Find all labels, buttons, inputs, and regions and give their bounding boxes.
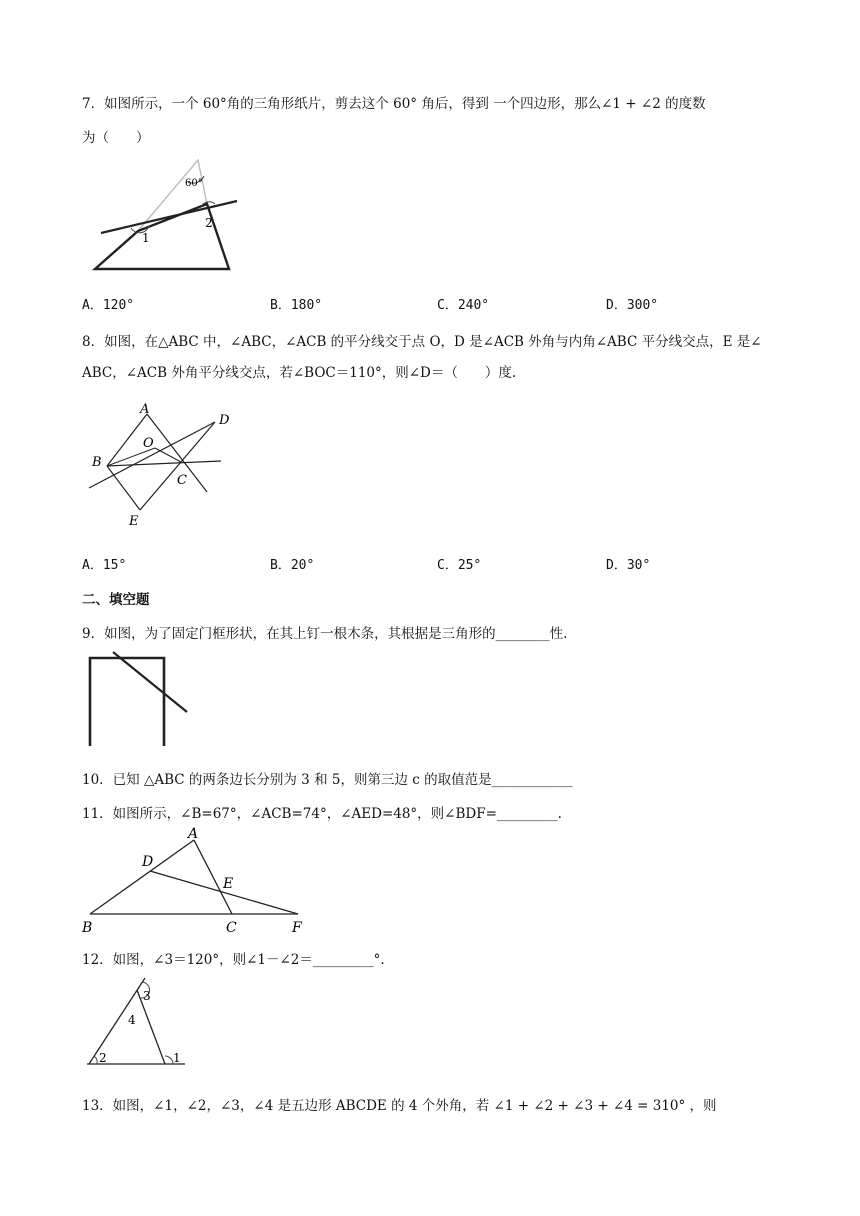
q12-blank[interactable]: _________ xyxy=(312,952,374,968)
q8-label-o: O xyxy=(143,436,154,451)
q7-figure xyxy=(85,155,245,275)
q9-suffix: 性. xyxy=(549,626,568,642)
q11-text xyxy=(82,802,562,822)
q7-option-c: C．240° xyxy=(437,298,490,313)
q12-figure xyxy=(85,976,195,1071)
q9-text xyxy=(82,622,567,642)
q12-angle-4-label: 4 xyxy=(128,1013,136,1027)
q7-angle-1-label: 1 xyxy=(142,231,150,245)
q7-text-line2: 为（ ） xyxy=(82,130,150,146)
q12-angle-3-label: 3 xyxy=(143,989,151,1003)
q8-text-line2: ABC，∠ACB 外角平分线交点，若∠BOC＝110°，则∠D＝（ ）度. xyxy=(82,365,517,381)
q8-option-b: B．20° xyxy=(270,558,315,573)
q11-figure xyxy=(80,826,320,936)
q11-label-a: A xyxy=(188,826,199,842)
q11-blank[interactable]: _________ xyxy=(496,806,558,822)
q12-suffix: °. xyxy=(373,952,385,968)
q8-line-oc xyxy=(155,448,181,462)
q12-right-side xyxy=(137,990,165,1064)
q11-label-c: C xyxy=(226,920,237,936)
q11-side-ba xyxy=(90,840,194,914)
q11-label-d: D xyxy=(142,854,154,870)
q11-label-f: F xyxy=(292,920,302,936)
q10-question: 10．已知 △ABC 的两条边长分别为 3 和 5，则第三边 c 的取值范是 xyxy=(82,772,492,788)
q9-question: 9．如图，为了固定门框形状，在其上钉一根木条，其根据是三角形的 xyxy=(82,626,496,642)
section-title: 二、填空题 xyxy=(82,592,150,608)
q8-option-a: A．15° xyxy=(82,558,127,573)
q11-label-e: E xyxy=(223,876,234,892)
q7-cut-line xyxy=(101,201,237,233)
q8-label-b: B xyxy=(92,455,102,470)
q7-quadrilateral xyxy=(95,204,229,269)
q12-text xyxy=(82,948,385,968)
q7-angle-2-label: 2 xyxy=(205,216,213,230)
q13-text: 13．如图，∠1，∠2，∠3，∠4 是五边形 ABCDE 的 4 个外角，若 ∠1 + ∠2 + ∠3 + ∠4 = 310° ，则 xyxy=(82,1098,717,1114)
q7-option-d: D．300° xyxy=(606,298,659,313)
q10-blank[interactable]: ____________ xyxy=(491,772,573,788)
q8-label-a: A xyxy=(140,402,150,417)
q8-figure xyxy=(85,400,245,530)
q9-door-frame xyxy=(90,658,164,746)
q7-cut-corner xyxy=(138,160,207,231)
q12-left-side-ext xyxy=(89,978,145,1064)
q8-label-e: E xyxy=(129,514,139,529)
q11-label-b: B xyxy=(82,920,93,936)
q9-blank[interactable]: ________ xyxy=(495,626,550,642)
q9-figure xyxy=(85,650,195,748)
q7-option-a: A．120° xyxy=(82,298,135,313)
q11-suffix: . xyxy=(557,806,562,822)
q8-option-c: C．25° xyxy=(437,558,482,573)
q8-line-be xyxy=(107,466,140,510)
q12-angle-2-label: 2 xyxy=(99,1051,107,1065)
q9-wood-strip xyxy=(113,652,187,712)
q12-angle-1-label: 1 xyxy=(173,1051,181,1065)
q7-option-b: B．180° xyxy=(270,298,323,313)
q12-question: 12．如图，∠3＝120°，则∠1－∠2＝ xyxy=(82,952,313,968)
q8-label-d: D xyxy=(219,413,230,428)
q8-text-line1: 8．如图，在△ABC 中，∠ABC，∠ACB 的平分线交于点 O，D 是∠ACB 外角与内角∠ABC 平分线交点，E 是∠ xyxy=(82,334,762,350)
q10-text xyxy=(82,768,573,788)
q8-option-d: D．30° xyxy=(606,558,651,573)
q7-angle-60-label: 60° xyxy=(185,178,203,189)
q8-label-c: C xyxy=(177,473,187,488)
q11-question: 11．如图所示，∠B=67°，∠ACB=74°，∠AED=48°，则∠BDF= xyxy=(82,806,497,822)
q7-text-line1: 7．如图所示，一个 60°角的三角形纸片，剪去这个 60° 角后，得到 一个四边形，那么∠1 + ∠2 的度数 xyxy=(82,96,706,112)
q8-line-bc-ext xyxy=(107,461,221,466)
